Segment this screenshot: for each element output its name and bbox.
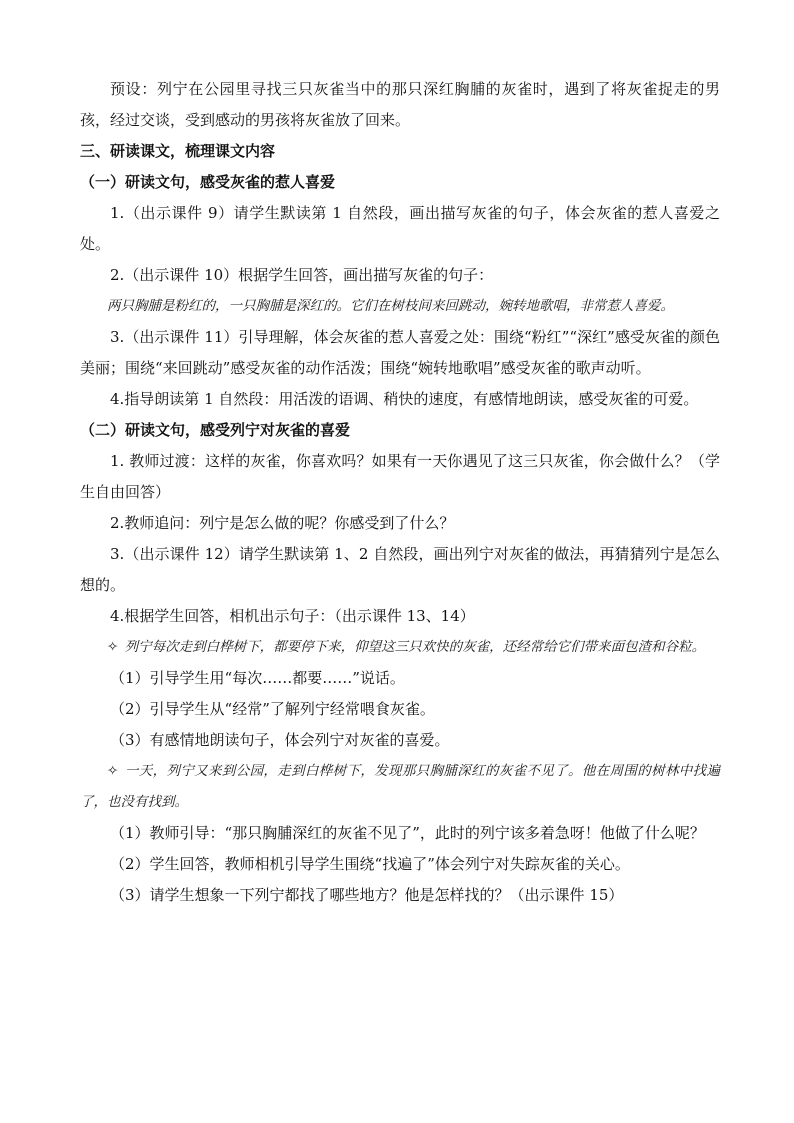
subsection-heading-2: （二）研读文句，感受列宁对灰雀的喜爱 bbox=[80, 421, 351, 439]
section-heading: 三、研读课文，梳理课文内容 bbox=[80, 142, 276, 160]
document-body bbox=[80, 74, 720, 911]
subsection-heading-1: （一）研读文句，感受灰雀的惹人喜爱 bbox=[80, 173, 336, 191]
paragraph-step-3: 3.（出示课件 11）引导理解，体会灰雀的惹人喜爱之处：围绕“粉红”“深红”感受灰雀的颜色美丽；围绕“来回跳动”感受灰雀的动作活泼；围绕“婉转地歌唱”感受灰雀的歌声动听。 bbox=[80, 328, 720, 377]
paragraph-step-2: 2.（出示课件 10）根据学生回答，画出描写灰雀的句子： bbox=[110, 266, 494, 284]
paragraph-reading: 3.（出示课件 12）请学生默读第 1、2 自然段，画出列宁对灰雀的做法，再猜猜列宁是怎么想的。 bbox=[80, 545, 720, 594]
paragraph-sub-1: （1）引导学生用“每次……都要……”说话。 bbox=[110, 669, 405, 687]
paragraph-sub-5: （2）学生回答，教师相机引导学生围绕“找遍了”体会列宁对失踪灰雀的关心。 bbox=[110, 855, 630, 873]
quote-sentence-1: 两只胸脯是粉红的，一只胸脯是深红的。它们在树枝间来回跳动，婉转地歌唱，非常惹人喜爱。 bbox=[107, 298, 674, 314]
diamond-bullet-icon: ✧ bbox=[107, 639, 119, 655]
quote-text: 列宁每次走到白桦树下，都要停下来，仰望这三只欢快的灰雀，还经常给它们带来面包渣和谷粒。 bbox=[124, 639, 706, 655]
quote-sentence-2 bbox=[80, 632, 720, 663]
quote-text: 一天，列宁又来到公园，走到白桦树下，发现那只胸脯深红的灰雀不见了。他在周围的树林中找遍了，也没有找到。 bbox=[80, 763, 720, 810]
paragraph-sub-3: （3）有感情地朗读句子，体会列宁对灰雀的喜爱。 bbox=[110, 731, 450, 749]
paragraph-step-4: 4.指导朗读第 1 自然段：用活泼的语调、稍快的速度，有感情地朗读，感受灰雀的可爱。 bbox=[110, 390, 699, 408]
paragraph-sub-4: （1）教师引导：“那只胸脯深红的灰雀不见了”，此时的列宁该多着急呀！他做了什么呢？ bbox=[110, 824, 705, 842]
diamond-bullet-icon: ✧ bbox=[107, 763, 119, 779]
quote-sentence-3 bbox=[80, 756, 720, 818]
paragraph-followup: 2.教师追问：列宁是怎么做的呢？你感受到了什么？ bbox=[110, 514, 455, 532]
paragraph-sub-6: （3）请学生想象一下列宁都找了哪些地方？他是怎样找的？（出示课件 15） bbox=[110, 886, 624, 904]
paragraph-transition: 1. 教师过渡：这样的灰雀，你喜欢吗？如果有一天你遇见了这三只灰雀，你会做什么？（学生自由回答） bbox=[80, 452, 720, 501]
paragraph-step-1: 1.（出示课件 9）请学生默读第 1 自然段，画出描写灰雀的句子，体会灰雀的惹人喜爱之处。 bbox=[80, 204, 720, 253]
paragraph-preset: 预设：列宁在公园里寻找三只灰雀当中的那只深红胸脯的灰雀时，遇到了将灰雀捉走的男孩，经过交谈，受到感动的男孩将灰雀放了回来。 bbox=[80, 80, 720, 129]
paragraph-sub-2: （2）引导学生从“经常”了解列宁经常喂食灰雀。 bbox=[110, 700, 435, 718]
paragraph-show-sentences: 4.根据学生回答，相机出示句子：（出示课件 13、14） bbox=[110, 607, 475, 625]
